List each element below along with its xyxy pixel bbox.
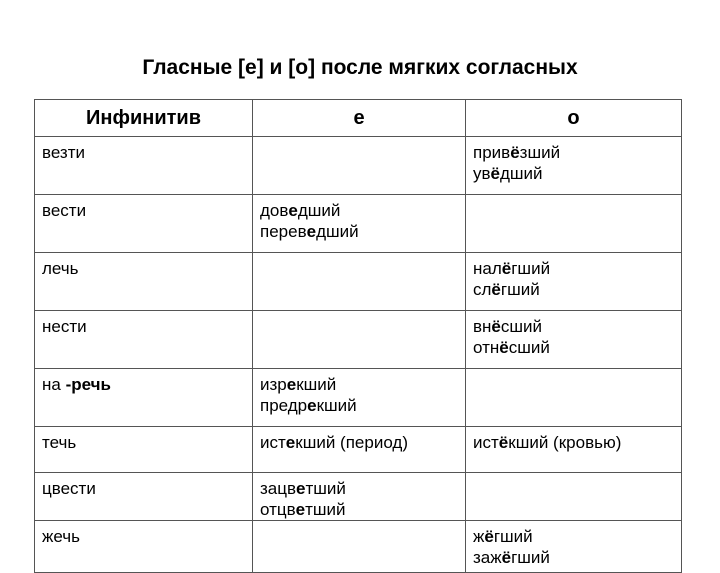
cell-line xyxy=(42,478,245,499)
cell-line xyxy=(260,374,458,395)
word-part: перев xyxy=(260,222,307,241)
cell-o xyxy=(466,369,682,427)
cell-inf xyxy=(35,369,253,427)
highlighted-vowel: е xyxy=(295,500,306,519)
cell-line xyxy=(42,316,245,337)
word-part: ист xyxy=(473,433,499,452)
cell-e xyxy=(253,195,466,253)
highlighted-vowel: е xyxy=(288,201,298,220)
participles-table xyxy=(34,99,682,573)
highlighted-vowel: ё xyxy=(510,143,520,162)
word-part: лечь xyxy=(42,259,79,278)
table-row xyxy=(35,473,682,521)
cell-line xyxy=(260,395,458,416)
cell-e xyxy=(253,473,466,521)
word-part: дов xyxy=(260,201,289,220)
word-part: гший xyxy=(493,527,533,546)
word-part: цвести xyxy=(42,479,96,498)
cell-line xyxy=(473,526,674,547)
table-row xyxy=(35,195,682,253)
word-part: изр xyxy=(260,375,287,394)
word-part: сл xyxy=(473,280,492,299)
cell-line xyxy=(42,432,245,453)
header-o: о xyxy=(466,100,682,137)
word-part: вести xyxy=(42,201,87,220)
highlighted-vowel: е xyxy=(285,433,296,452)
cell-line xyxy=(42,142,245,163)
word-part: вн xyxy=(473,317,492,336)
highlighted-vowel: ё xyxy=(491,317,501,336)
cell-o xyxy=(466,137,682,195)
cell-e xyxy=(253,521,466,573)
cell-inf xyxy=(35,427,253,473)
word-part: дший xyxy=(316,222,359,241)
word-part: кший xyxy=(316,396,357,415)
highlighted-vowel: ё xyxy=(501,259,512,278)
cell-inf xyxy=(35,137,253,195)
word-part: предр xyxy=(260,396,308,415)
cell-e xyxy=(253,137,466,195)
cell-line xyxy=(473,432,674,453)
cell-inf xyxy=(35,473,253,521)
word-part: жечь xyxy=(42,527,80,546)
word-part: отн xyxy=(473,338,500,357)
cell-o xyxy=(466,253,682,311)
cell-line xyxy=(473,547,674,568)
table-row xyxy=(35,427,682,473)
cell-line xyxy=(42,374,245,395)
table-header-row xyxy=(35,100,682,137)
cell-line xyxy=(260,221,458,242)
word-part: ист xyxy=(260,433,286,452)
word-part: гший xyxy=(511,259,551,278)
table-row xyxy=(35,311,682,369)
cell-e xyxy=(253,369,466,427)
word-part: гший xyxy=(500,280,540,299)
word-part: зацв xyxy=(260,479,297,498)
cell-inf xyxy=(35,253,253,311)
cell-line xyxy=(42,258,245,279)
word-part: дший xyxy=(500,164,543,183)
header-e: е xyxy=(253,100,466,137)
cell-line xyxy=(473,142,674,163)
highlighted-vowel: -речь xyxy=(65,375,111,394)
cell-line xyxy=(260,432,458,453)
table-row xyxy=(35,137,682,195)
cell-line xyxy=(473,258,674,279)
cell-o xyxy=(466,311,682,369)
cell-line xyxy=(260,499,458,520)
cell-inf xyxy=(35,195,253,253)
cell-o xyxy=(466,473,682,521)
highlighted-vowel: е xyxy=(286,375,297,394)
cell-o xyxy=(466,521,682,573)
highlighted-vowel: е xyxy=(307,396,317,415)
highlighted-vowel: е xyxy=(296,479,306,498)
table-row xyxy=(35,253,682,311)
cell-line xyxy=(42,526,245,547)
highlighted-vowel: ё xyxy=(501,548,512,567)
word-part: кший xyxy=(296,375,337,394)
highlighted-vowel: ё xyxy=(491,280,501,299)
cell-line xyxy=(260,200,458,221)
word-part: тший xyxy=(305,500,346,519)
word-part: тший xyxy=(305,479,346,498)
highlighted-vowel: ё xyxy=(498,433,509,452)
cell-inf xyxy=(35,521,253,573)
highlighted-vowel: ё xyxy=(484,527,494,546)
cell-line xyxy=(42,200,245,221)
word-part: заж xyxy=(473,548,502,567)
word-part: сший xyxy=(508,338,550,357)
word-part: ув xyxy=(473,164,491,183)
word-part: зший xyxy=(519,143,561,162)
highlighted-vowel: ё xyxy=(499,338,509,357)
word-part: нал xyxy=(473,259,502,278)
table-row xyxy=(35,369,682,427)
word-part: отцв xyxy=(260,500,296,519)
word-part: кший (кровью) xyxy=(508,433,622,452)
word-part: течь xyxy=(42,433,77,452)
cell-line xyxy=(473,337,674,358)
word-part: прив xyxy=(473,143,511,162)
cell-e xyxy=(253,311,466,369)
header-infinitive: Инфинитив xyxy=(35,100,253,137)
cell-e xyxy=(253,427,466,473)
word-part: на xyxy=(42,375,66,394)
word-part: дший xyxy=(297,201,341,220)
cell-e xyxy=(253,253,466,311)
slide-title: Гласные [е] и [о] после мягких согласных xyxy=(142,56,578,79)
word-part: нести xyxy=(42,317,87,336)
cell-o xyxy=(466,195,682,253)
word-part: везти xyxy=(42,143,85,162)
cell-line xyxy=(473,163,674,184)
word-part: кший (период) xyxy=(295,433,408,452)
cell-o xyxy=(466,427,682,473)
word-part: ж xyxy=(473,527,485,546)
cell-line xyxy=(473,279,674,300)
highlighted-vowel: ё xyxy=(490,164,500,183)
highlighted-vowel: е xyxy=(306,222,317,241)
word-part: гший xyxy=(511,548,550,567)
word-part: сший xyxy=(500,317,543,336)
cell-line xyxy=(260,478,458,499)
table-row xyxy=(35,521,682,573)
cell-line xyxy=(473,316,674,337)
cell-inf xyxy=(35,311,253,369)
